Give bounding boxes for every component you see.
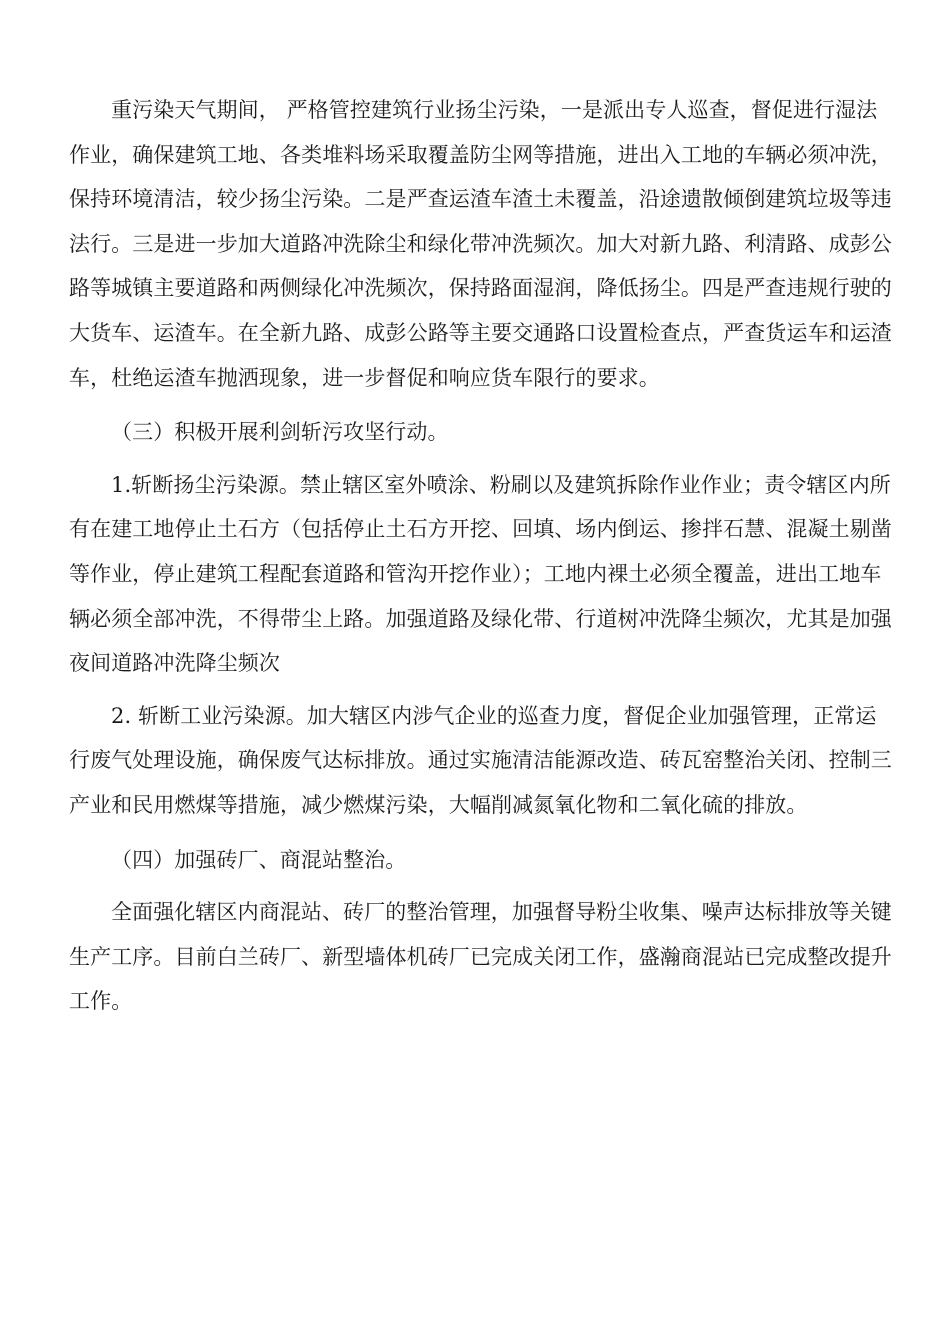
document-body	[69, 88, 897, 1024]
paragraph-brick-plant: 全面强化辖区内商混站、砖厂的整治管理，加强督导粉尘收集、噪声达标排放等关键生产工序。目前白兰砖厂、新型墙体机砖厂已完成关闭工作，盛瀚商混站已完成整改提升工作。	[69, 900, 892, 1014]
paragraph-dust-control: 重污染天气期间， 严格管控建筑行业扬尘污染，一是派出专人巡查，督促进行湿法作业，确保建筑工地、各类堆料场采取覆盖防尘网等措施，进出入工地的车辆必须冲洗，保持环境清洁，较少扬尘污染。二是严查运渣车渣土未覆盖，沿途遗散倾倒建筑垃圾等违法行。三是进一步加大道路冲洗除尘和绿化带冲洗频次。加大对新九路、利清路、成彭公路等城镇主要道路和两侧绿化冲洗频次，保持路面湿润，降低扬尘。四是严查违规行驶的大货车、运渣车。在全新九路、成彭公路等主要交通路口设置检查点，严查货运车和运渣车，杜绝运渣车抛洒现象，进一步督促和响应货车限行的要求。	[69, 98, 892, 390]
paragraph-industrial-source: 2. 斩断工业污染源。加大辖区内涉气企业的巡查力度，督促企业加强管理，正常运行废气处理设施，确保废气达标排放。通过实施清洁能源改造、砖瓦窑整治关闭、控制三产业和民用燃煤等措施，减少燃煤污染，大幅削减氮氧化物和二氧化硫的排放。	[69, 703, 892, 817]
section-heading-3: （三）积极开展利剑斩污攻坚行动。	[111, 420, 449, 445]
paragraph-dust-source: 1.斩断扬尘污染源。禁止辖区室外喷涂、粉刷以及建筑拆除作业作业；责令辖区内所有在建工地停止土石方（包括停止土石方开挖、回填、场内倒运、掺拌石慧、混凝土剔凿等作业，停止建筑工程配套道路和管沟开挖作业）；工地内裸土必须全覆盖，进出工地车辆必须全部冲洗，不得带尘上路。加强道路及绿化带、行道树冲洗降尘频次，尤其是加强夜间道路冲洗降尘频次	[69, 472, 892, 676]
section-heading-4: （四）加强砖厂、商混站整治。	[111, 847, 407, 872]
